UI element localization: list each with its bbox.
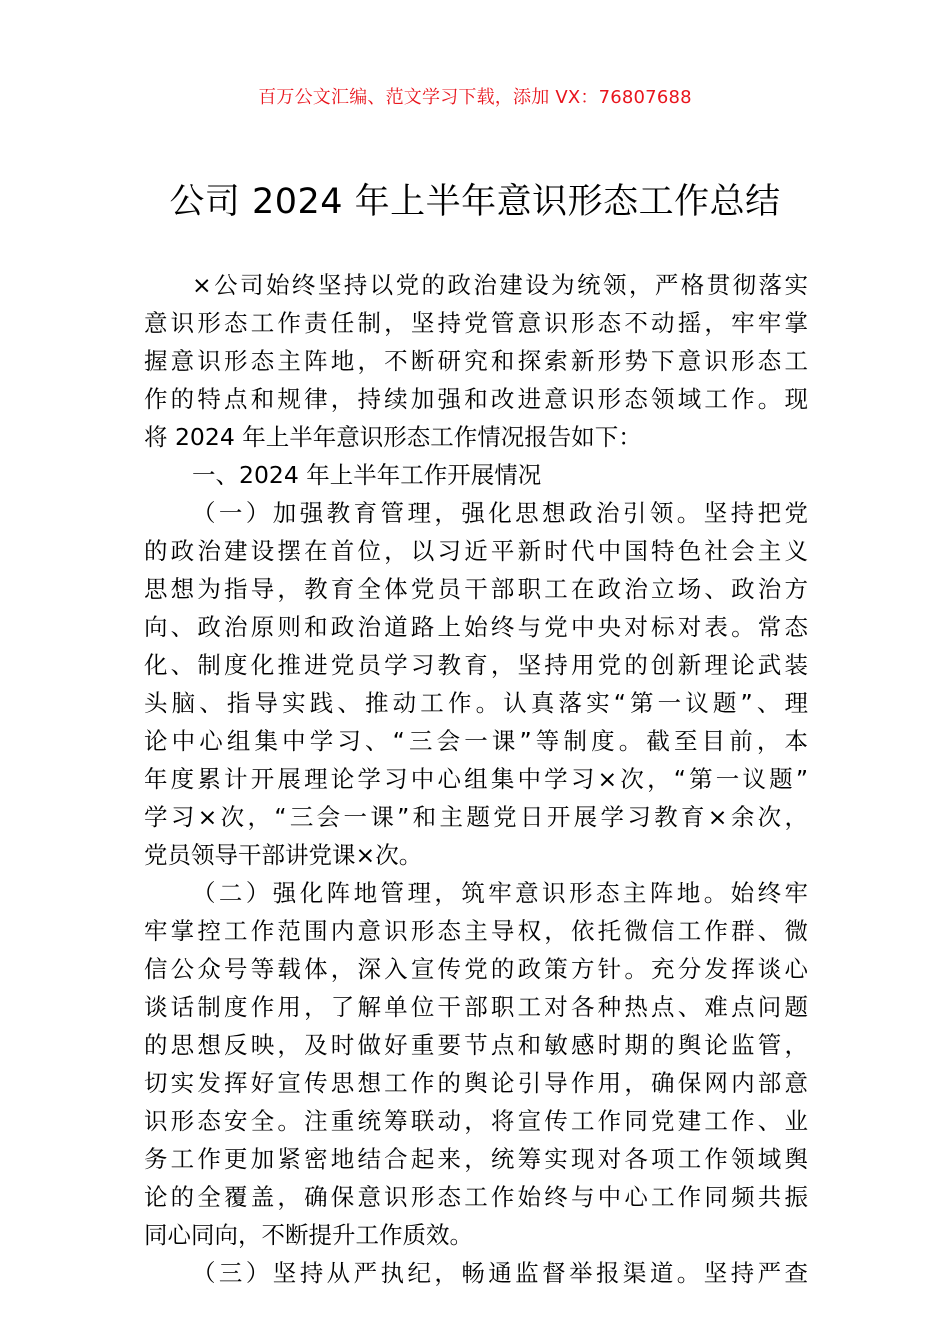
subsection-1-line-6: 头脑、指导实践、推动工作。认真落实“第一议题”、理 (144, 689, 808, 717)
subsection-2-line-9: 论的全覆盖，确保意识形态工作始终与中心工作同频共振 (144, 1183, 808, 1211)
subsection-2-line-2: 牢掌控工作范围内意识形态主导权，依托微信工作群、微 (144, 917, 808, 945)
paragraph-intro-line-4: 作的特点和规律，持续加强和改进意识形态领域工作。现 (144, 385, 808, 413)
paragraph-intro-line-2: 意识形态工作责任制，坚持党管意识形态不动摇，牢牢掌 (144, 309, 808, 337)
subsection-1-line-8: 年度累计开展理论学习中心组集中学习×次，“第一议题” (144, 765, 808, 793)
subsection-1-line-1: （一）加强教育管理，强化思想政治引领。坚持把党 (192, 499, 808, 527)
paragraph-intro-line-1: ×公司始终坚持以党的政治建设为统领，严格贯彻落实 (192, 271, 808, 299)
subsection-2-line-10: 同心同向，不断提升工作质效。 (144, 1221, 473, 1249)
subsection-2-line-7: 识形态安全。注重统筹联动，将宣传工作同党建工作、业 (144, 1107, 808, 1135)
subsection-2-line-6: 切实发挥好宣传思想工作的舆论引导作用，确保网内部意 (144, 1069, 808, 1097)
subsection-1-line-9: 学习×次，“三会一课”和主题党日开展学习教育×余次， (144, 803, 808, 831)
paragraph-intro-line-3: 握意识形态主阵地，不断研究和探索新形势下意识形态工 (144, 347, 808, 375)
download-watermark: 百万公文汇编、范文学习下载，添加 VX：76807688 (258, 87, 692, 108)
subsection-2-line-8: 务工作更加紧密地结合起来，统筹实现对各项工作领域舆 (144, 1145, 808, 1173)
subsection-2-line-3: 信公众号等载体，深入宣传党的政策方针。充分发挥谈心 (144, 955, 808, 983)
section-heading-1: 一、2024 年上半年工作开展情况 (192, 461, 542, 489)
subsection-2-line-1: （二）强化阵地管理，筑牢意识形态主阵地。始终牢 (192, 879, 808, 907)
subsection-1-line-4: 向、政治原则和政治道路上始终与党中央对标对表。常态 (144, 613, 808, 641)
subsection-2-line-4: 谈话制度作用，了解单位干部职工对各种热点、难点问题 (144, 993, 808, 1021)
document-title: 公司 2024 年上半年意识形态工作总结 (169, 182, 781, 222)
subsection-3-line-1: （三）坚持从严执纪，畅通监督举报渠道。坚持严查 (192, 1259, 808, 1287)
subsection-1-line-2: 的政治建设摆在首位，以习近平新时代中国特色社会主义 (144, 537, 808, 565)
subsection-1-line-5: 化、制度化推进党员学习教育，坚持用党的创新理论武装 (144, 651, 808, 679)
subsection-1-line-7: 论中心组集中学习、“三会一课”等制度。截至目前，本 (144, 727, 808, 755)
subsection-1-line-3: 思想为指导，教育全体党员干部职工在政治立场、政治方 (144, 575, 808, 603)
subsection-1-line-10: 党员领导干部讲党课×次。 (144, 841, 423, 869)
subsection-2-line-5: 的思想反映，及时做好重要节点和敏感时期的舆论监管， (144, 1031, 808, 1059)
paragraph-intro-line-5: 将 2024 年上半年意识形态工作情况报告如下： (144, 423, 642, 451)
